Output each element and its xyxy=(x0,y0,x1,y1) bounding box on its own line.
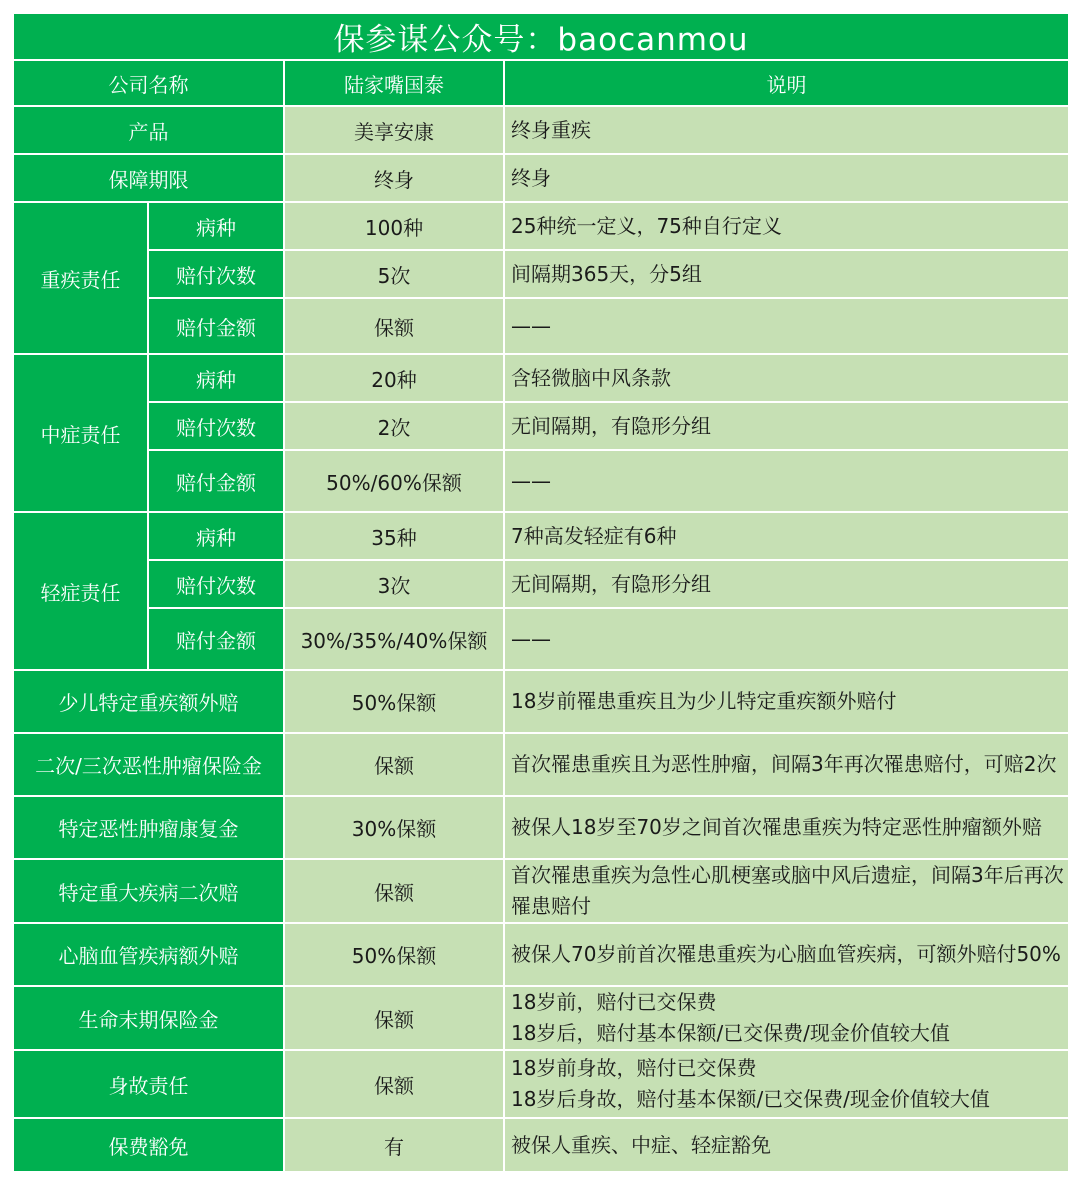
table-row xyxy=(13,354,1069,402)
sub-label: 赔付次数 xyxy=(148,560,284,608)
sub-value: 50%/60%保额 xyxy=(284,450,504,512)
row-value-death: 保额 xyxy=(284,1050,504,1118)
group-label-critical: 重疾责任 xyxy=(13,202,148,354)
sub-value: 2次 xyxy=(284,402,504,450)
table-row xyxy=(13,512,1069,560)
table-row xyxy=(13,923,1069,986)
sub-desc: 含轻微脑中风条款 xyxy=(504,354,1069,402)
sub-value: 5次 xyxy=(284,250,504,298)
row-label-second: 特定重大疾病二次赔 xyxy=(13,859,284,923)
row-value-second: 保额 xyxy=(284,859,504,923)
sub-value: 100种 xyxy=(284,202,504,250)
desc-line: 18岁前身故，赔付已交保费 xyxy=(511,1056,757,1080)
sub-label: 赔付金额 xyxy=(148,298,284,354)
row-value-term: 终身 xyxy=(284,154,504,202)
row-desc-terminal xyxy=(504,986,1069,1050)
table-row xyxy=(13,986,1069,1050)
row-value-terminal: 保额 xyxy=(284,986,504,1050)
row-label-terminal: 生命末期保险金 xyxy=(13,986,284,1050)
desc-line: 18岁前，赔付已交保费 xyxy=(511,990,717,1014)
row-label-waiver: 保费豁免 xyxy=(13,1118,284,1172)
table-row xyxy=(13,450,1069,512)
table-row xyxy=(13,154,1069,202)
insurance-comparison-table xyxy=(12,12,1070,1173)
desc-line: 首次罹患重疾为急性心肌梗塞或脑中风后遗症，间隔3年后再次 xyxy=(511,863,1064,887)
sub-desc: 无间隔期，有隐形分组 xyxy=(504,402,1069,450)
sub-value: 3次 xyxy=(284,560,504,608)
sub-label: 病种 xyxy=(148,202,284,250)
table-title: 保参谋公众号：baocanmou xyxy=(13,13,1069,60)
table-row xyxy=(13,250,1069,298)
row-label-cancer2: 二次/三次恶性肿瘤保险金 xyxy=(13,733,284,796)
table-header-row xyxy=(13,60,1069,106)
table-row xyxy=(13,402,1069,450)
group-label-mild: 轻症责任 xyxy=(13,512,148,670)
row-value-recovery: 30%保额 xyxy=(284,796,504,859)
sub-label: 病种 xyxy=(148,354,284,402)
table-row xyxy=(13,1118,1069,1172)
sub-value: 20种 xyxy=(284,354,504,402)
sub-desc: —— xyxy=(504,608,1069,670)
row-label-term: 保障期限 xyxy=(13,154,284,202)
sub-desc: 7种高发轻症有6种 xyxy=(504,512,1069,560)
header-company-name: 公司名称 xyxy=(13,60,284,106)
row-desc-child: 18岁前罹患重疾且为少儿特定重疾额外赔付 xyxy=(504,670,1069,733)
table-row xyxy=(13,560,1069,608)
table-title-row xyxy=(13,13,1069,60)
table-row xyxy=(13,670,1069,733)
row-label-child: 少儿特定重疾额外赔 xyxy=(13,670,284,733)
table-row xyxy=(13,202,1069,250)
sub-value: 35种 xyxy=(284,512,504,560)
row-label-product: 产品 xyxy=(13,106,284,154)
desc-line: 罹患赔付 xyxy=(511,894,591,918)
table-row xyxy=(13,608,1069,670)
table-row xyxy=(13,796,1069,859)
row-desc-term: 终身 xyxy=(504,154,1069,202)
comparison-table-container xyxy=(12,12,1068,1173)
sub-desc: —— xyxy=(504,450,1069,512)
sub-desc: 无间隔期，有隐形分组 xyxy=(504,560,1069,608)
sub-label: 病种 xyxy=(148,512,284,560)
header-description: 说明 xyxy=(504,60,1069,106)
row-desc-death xyxy=(504,1050,1069,1118)
row-value-cardio: 50%保额 xyxy=(284,923,504,986)
table-row xyxy=(13,733,1069,796)
sub-label: 赔付次数 xyxy=(148,250,284,298)
row-desc-product: 终身重疾 xyxy=(504,106,1069,154)
sub-label: 赔付次数 xyxy=(148,402,284,450)
sub-desc: —— xyxy=(504,298,1069,354)
row-desc-cancer2: 首次罹患重疾且为恶性肿瘤，间隔3年再次罹患赔付，可赔2次 xyxy=(504,733,1069,796)
row-desc-cardio: 被保人70岁前首次罹患重疾为心脑血管疾病，可额外赔付50% xyxy=(504,923,1069,986)
sub-value: 保额 xyxy=(284,298,504,354)
sub-desc: 25种统一定义，75种自行定义 xyxy=(504,202,1069,250)
desc-line: 18岁后身故，赔付基本保额/已交保费/现金价值较大值 xyxy=(511,1087,990,1111)
table-row xyxy=(13,1050,1069,1118)
table-row xyxy=(13,106,1069,154)
row-desc-second xyxy=(504,859,1069,923)
header-product-company: 陆家嘴国泰 xyxy=(284,60,504,106)
row-label-recovery: 特定恶性肿瘤康复金 xyxy=(13,796,284,859)
sub-label: 赔付金额 xyxy=(148,608,284,670)
table-row xyxy=(13,859,1069,923)
table-row xyxy=(13,298,1069,354)
row-label-death: 身故责任 xyxy=(13,1050,284,1118)
sub-desc: 间隔期365天，分5组 xyxy=(504,250,1069,298)
row-value-cancer2: 保额 xyxy=(284,733,504,796)
sub-label: 赔付金额 xyxy=(148,450,284,512)
desc-line: 18岁后，赔付基本保额/已交保费/现金价值较大值 xyxy=(511,1021,950,1045)
sub-value: 30%/35%/40%保额 xyxy=(284,608,504,670)
row-value-waiver: 有 xyxy=(284,1118,504,1172)
row-desc-waiver: 被保人重疾、中症、轻症豁免 xyxy=(504,1118,1069,1172)
row-desc-recovery: 被保人18岁至70岁之间首次罹患重疾为特定恶性肿瘤额外赔 xyxy=(504,796,1069,859)
row-value-product: 美享安康 xyxy=(284,106,504,154)
row-label-cardio: 心脑血管疾病额外赔 xyxy=(13,923,284,986)
row-value-child: 50%保额 xyxy=(284,670,504,733)
group-label-moderate: 中症责任 xyxy=(13,354,148,512)
